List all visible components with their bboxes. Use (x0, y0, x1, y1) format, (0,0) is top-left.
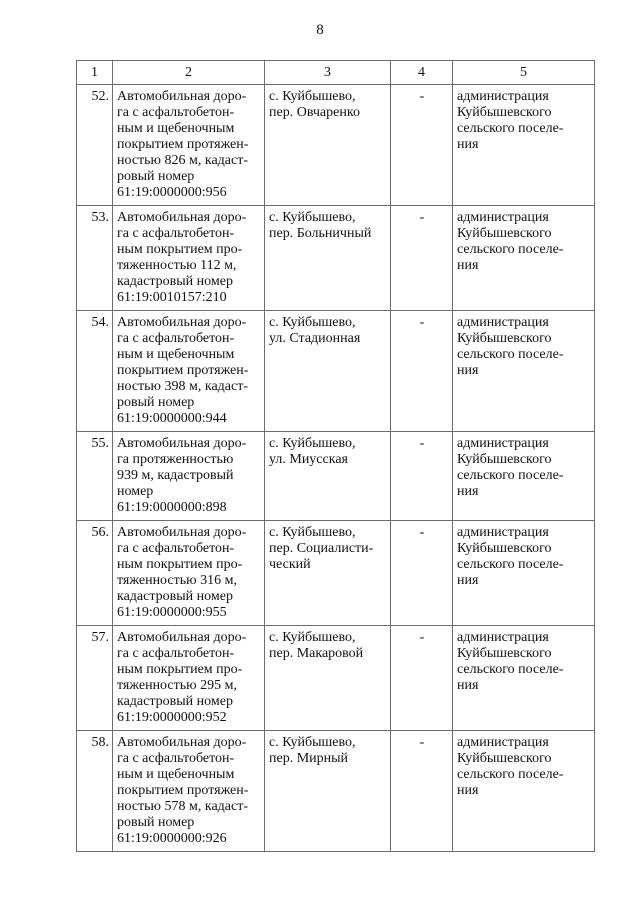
owner-line: администрация (457, 89, 549, 104)
owner-cell (453, 206, 595, 311)
object-address (265, 731, 391, 852)
owner-line: ния (457, 137, 479, 152)
object-description-line: тяженностью 295 м, (117, 678, 237, 693)
object-description-line: ностью 398 м, кадаст- (117, 379, 249, 394)
object-description-line: ровый номер (117, 169, 195, 184)
object-description-line: ностью 578 м, кадаст- (117, 799, 249, 814)
object-description-line: 61:19:0000000:926 (117, 831, 227, 846)
object-description (113, 626, 265, 731)
object-description-line: номер (117, 484, 154, 499)
object-description-line: га с асфальтобетон- (117, 105, 235, 120)
row-number: 53. (77, 206, 113, 311)
object-description-line: га с асфальтобетон- (117, 541, 235, 556)
object-address-line: пер. Больничный (269, 226, 372, 241)
object-description-line: га с асфальтобетон- (117, 751, 235, 766)
column-header-4: 4 (391, 61, 453, 85)
object-address (265, 311, 391, 432)
object-address (265, 432, 391, 521)
owner-line: сельского поселе- (457, 767, 564, 782)
object-description-line: 61:19:0000000:898 (117, 500, 227, 515)
object-description-line: ным и щебеночным (117, 347, 235, 362)
object-address-line: пер. Мирный (269, 751, 349, 766)
object-description-line: 61:19:0000000:956 (117, 185, 227, 200)
object-address-line: с. Куйбышево, (269, 630, 356, 645)
column-header-3: 3 (265, 61, 391, 85)
object-description-line: га протяженностью (117, 452, 234, 467)
owner-cell (453, 432, 595, 521)
object-description-line: 61:19:0010157:210 (117, 290, 227, 305)
owner-line: Куйбышевского (457, 751, 552, 766)
object-address-line: пер. Макаровой (269, 646, 364, 661)
object-description-line: ровый номер (117, 815, 195, 830)
owner-line: ния (457, 573, 479, 588)
column-4-value: - (391, 206, 453, 311)
owner-line: сельского поселе- (457, 662, 564, 677)
object-address (265, 85, 391, 206)
row-number: 58. (77, 731, 113, 852)
owner-line: ния (457, 258, 479, 273)
object-description-line: ностью 826 м, кадаст- (117, 153, 249, 168)
owner-line: сельского поселе- (457, 468, 564, 483)
object-address-line: с. Куйбышево, (269, 315, 356, 330)
column-4-value: - (391, 626, 453, 731)
owner-cell (453, 731, 595, 852)
owner-line: ния (457, 363, 479, 378)
column-4-value: - (391, 311, 453, 432)
object-description (113, 311, 265, 432)
column-4-value: - (391, 521, 453, 626)
object-address (265, 626, 391, 731)
object-description-line: покрытием протяжен- (117, 783, 249, 798)
object-description-line: Автомобильная доро- (117, 89, 247, 104)
owner-line: Куйбышевского (457, 331, 552, 346)
object-description-line: кадастровый номер (117, 694, 233, 709)
object-address-line: пер. Социалисти- (269, 541, 374, 556)
road-registry-table (76, 60, 595, 852)
table-row (77, 206, 595, 311)
object-description (113, 206, 265, 311)
column-header-1: 1 (77, 61, 113, 85)
object-address-line: с. Куйбышево, (269, 89, 356, 104)
row-number: 56. (77, 521, 113, 626)
row-number: 57. (77, 626, 113, 731)
object-description (113, 432, 265, 521)
owner-line: сельского поселе- (457, 557, 564, 572)
object-description-line: ным покрытием про- (117, 557, 243, 572)
owner-cell (453, 85, 595, 206)
owner-line: администрация (457, 210, 549, 225)
table-header-row (77, 61, 595, 85)
page-number: 8 (316, 22, 324, 38)
object-description-line: тяженностью 316 м, (117, 573, 237, 588)
column-header-5: 5 (453, 61, 595, 85)
column-4-value: - (391, 85, 453, 206)
object-address-line: с. Куйбышево, (269, 735, 356, 750)
object-address-line: с. Куйбышево, (269, 210, 356, 225)
object-description-line: га с асфальтобетон- (117, 226, 235, 241)
column-header-2: 2 (113, 61, 265, 85)
table-row (77, 731, 595, 852)
owner-cell (453, 311, 595, 432)
owner-line: администрация (457, 630, 549, 645)
table-row (77, 432, 595, 521)
owner-line: сельского поселе- (457, 121, 564, 136)
owner-line: Куйбышевского (457, 646, 552, 661)
object-description-line: кадастровый номер (117, 274, 233, 289)
column-4-value: - (391, 731, 453, 852)
object-description-line: 939 м, кадастровый (117, 468, 234, 483)
object-description-line: Автомобильная доро- (117, 630, 247, 645)
object-description-line: ным покрытием про- (117, 242, 243, 257)
object-description-line: ным и щебеночным (117, 767, 235, 782)
object-description-line: Автомобильная доро- (117, 525, 247, 540)
owner-line: ния (457, 783, 479, 798)
table-row (77, 521, 595, 626)
object-address (265, 521, 391, 626)
owner-line: Куйбышевского (457, 226, 552, 241)
column-4-value: - (391, 432, 453, 521)
owner-line: администрация (457, 735, 549, 750)
object-address-line: ул. Миусская (269, 452, 348, 467)
object-description-line: 61:19:0000000:944 (117, 411, 227, 426)
object-description-line: ным покрытием про- (117, 662, 243, 677)
object-description-line: Автомобильная доро- (117, 210, 247, 225)
owner-cell (453, 521, 595, 626)
object-description-line: покрытием протяжен- (117, 363, 249, 378)
object-description (113, 731, 265, 852)
object-description-line: ным и щебеночным (117, 121, 235, 136)
owner-line: администрация (457, 315, 549, 330)
object-address-line: с. Куйбышево, (269, 525, 356, 540)
table-row (77, 626, 595, 731)
owner-line: администрация (457, 525, 549, 540)
owner-line: администрация (457, 436, 549, 451)
row-number: 52. (77, 85, 113, 206)
object-description-line: Автомобильная доро- (117, 735, 247, 750)
owner-line: ния (457, 678, 479, 693)
object-description (113, 85, 265, 206)
object-description (113, 521, 265, 626)
object-address-line: ул. Стадионная (269, 331, 361, 346)
object-description-line: ровый номер (117, 395, 195, 410)
owner-line: Куйбышевского (457, 452, 552, 467)
owner-line: ния (457, 484, 479, 499)
object-description-line: тяженностью 112 м, (117, 258, 237, 273)
object-address-line: ческий (269, 557, 311, 572)
table-row (77, 85, 595, 206)
object-description-line: 61:19:0000000:955 (117, 605, 227, 620)
object-address (265, 206, 391, 311)
owner-cell (453, 626, 595, 731)
object-description-line: га с асфальтобетон- (117, 646, 235, 661)
object-address-line: с. Куйбышево, (269, 436, 356, 451)
owner-line: сельского поселе- (457, 347, 564, 362)
object-description-line: Автомобильная доро- (117, 436, 247, 451)
object-description-line: Автомобильная доро- (117, 315, 247, 330)
owner-line: сельского поселе- (457, 242, 564, 257)
object-description-line: 61:19:0000000:952 (117, 710, 227, 725)
row-number: 55. (77, 432, 113, 521)
object-address-line: пер. Овчаренко (269, 105, 360, 120)
owner-line: Куйбышевского (457, 541, 552, 556)
row-number: 54. (77, 311, 113, 432)
object-description-line: покрытием протяжен- (117, 137, 249, 152)
object-description-line: га с асфальтобетон- (117, 331, 235, 346)
owner-line: Куйбышевского (457, 105, 552, 120)
table-row (77, 311, 595, 432)
object-description-line: кадастровый номер (117, 589, 233, 604)
